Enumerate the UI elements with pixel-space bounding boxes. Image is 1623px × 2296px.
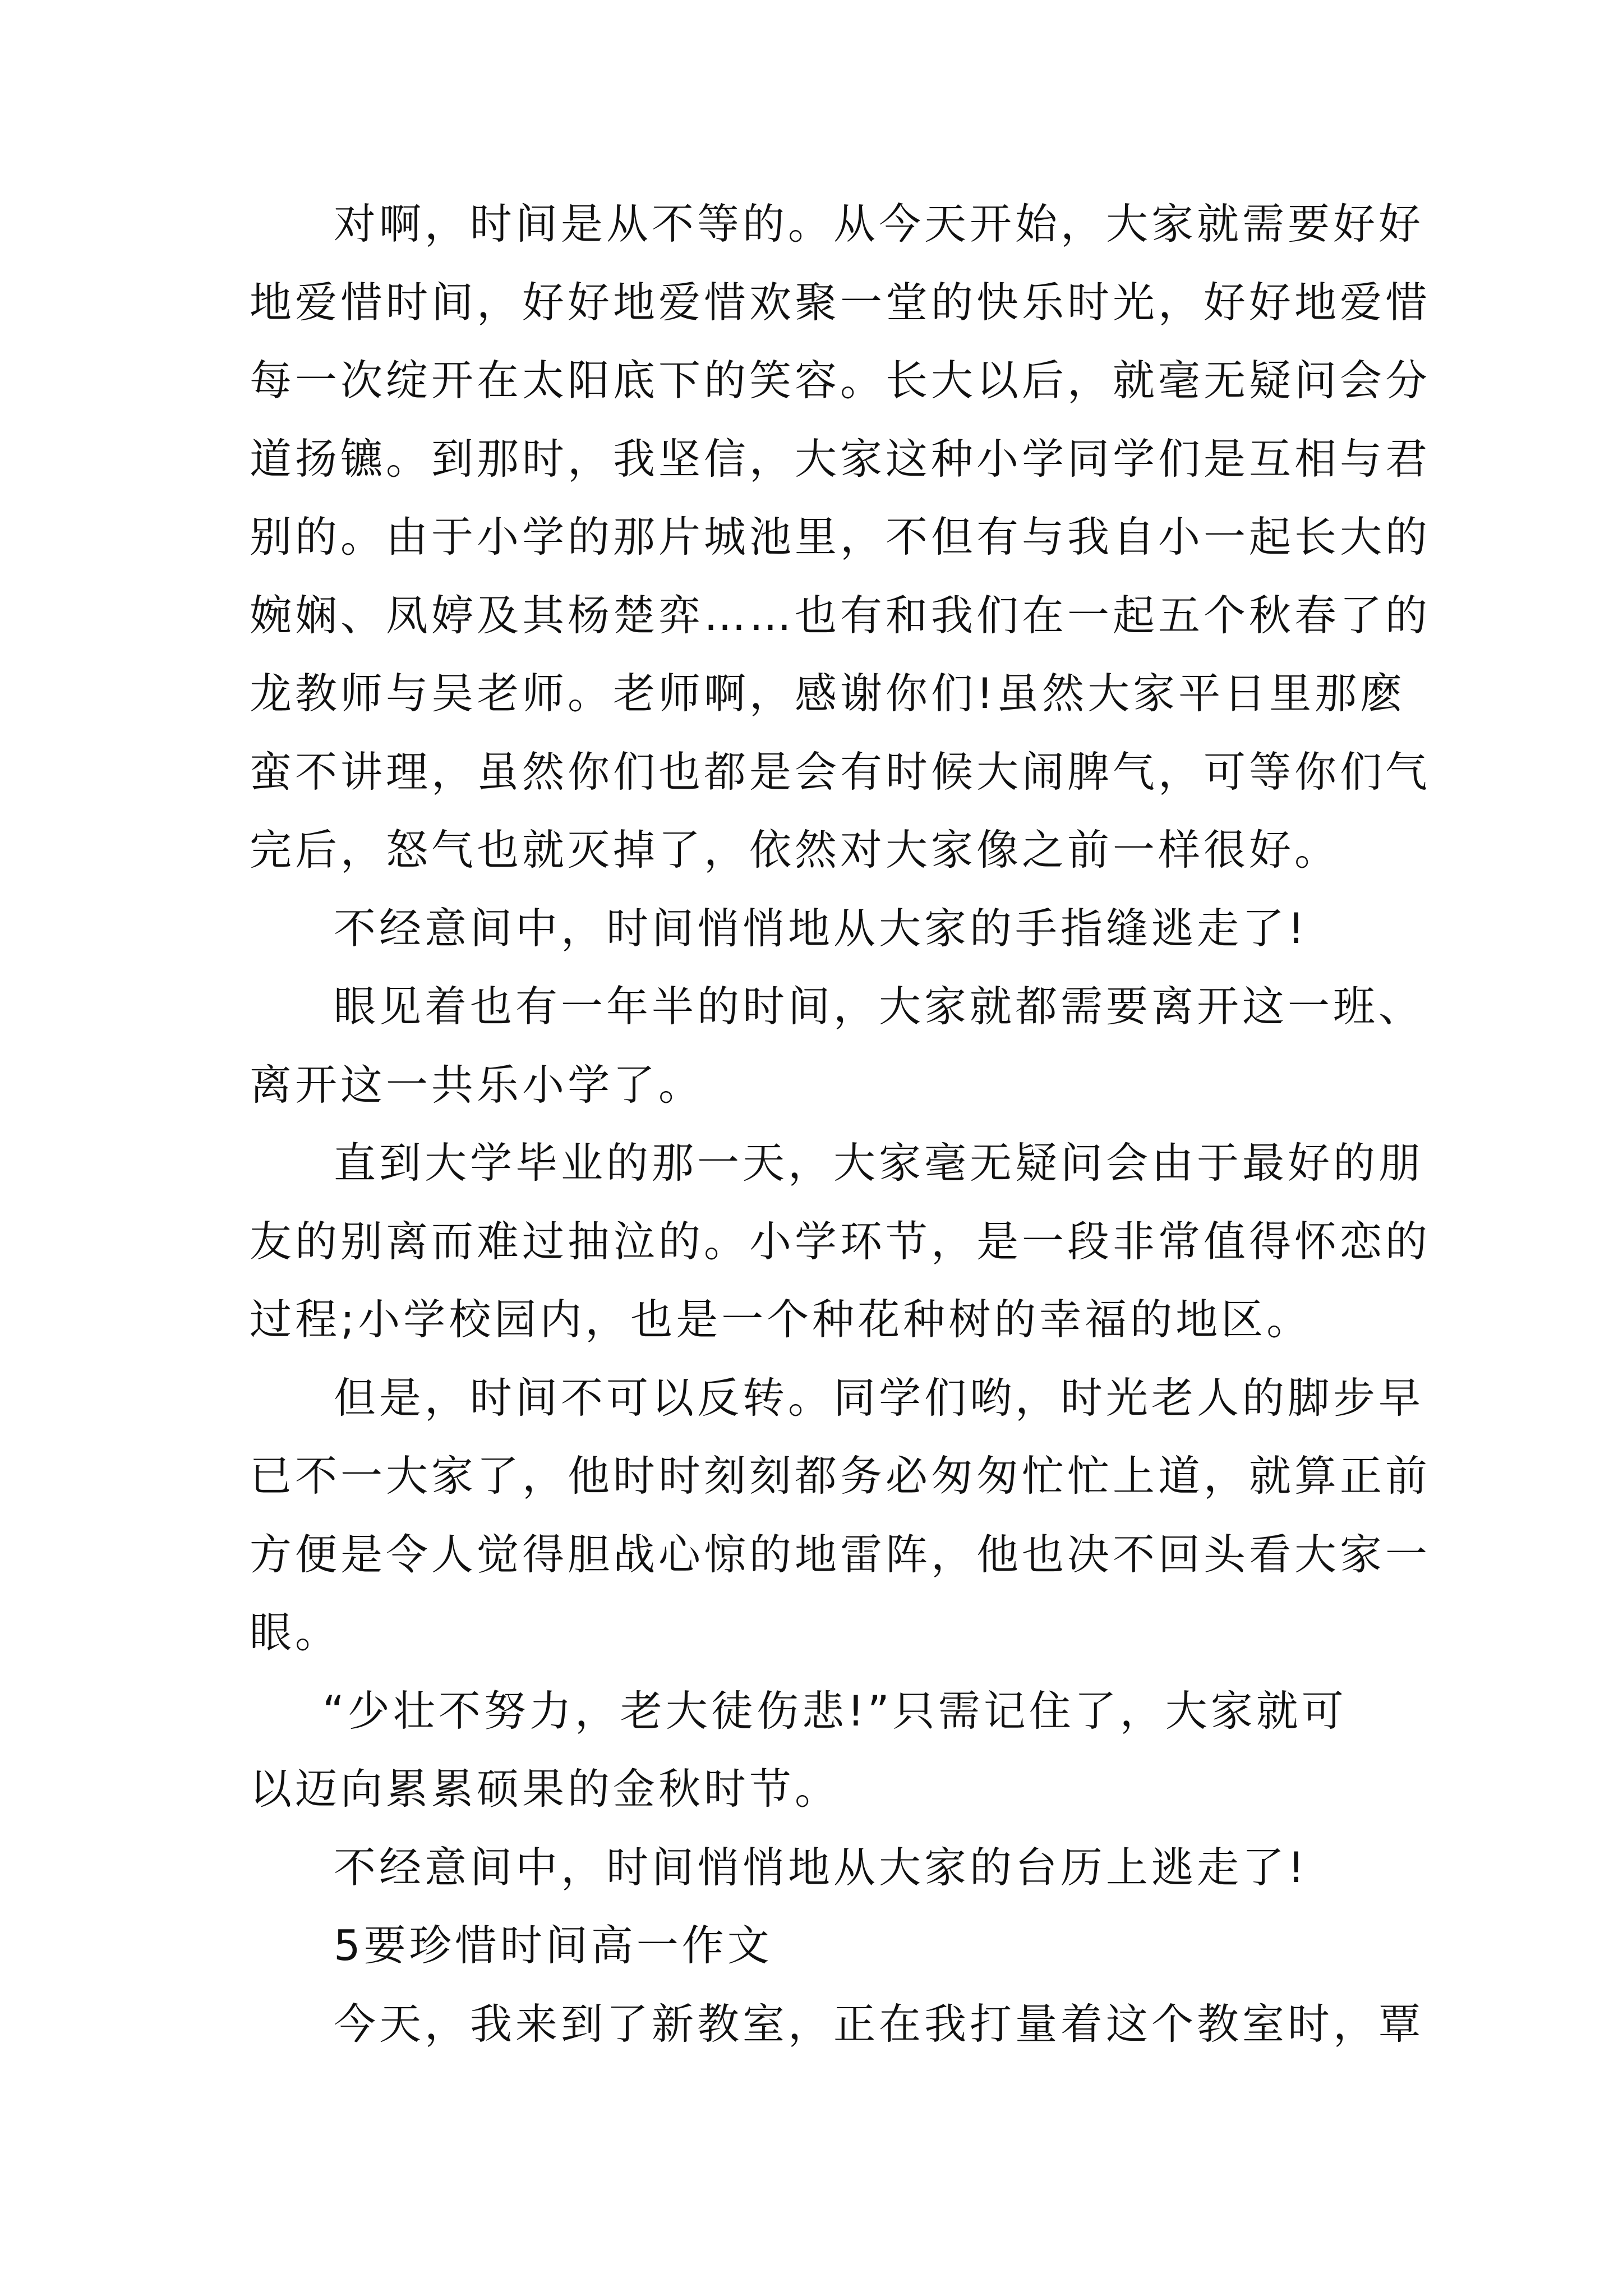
paragraph-line: 今天，我来到了新教室，正在我打量着这个教室时，覃 xyxy=(334,1999,1424,2049)
paragraph-line: 地爱惜时间，好好地爱惜欢聚一堂的快乐时光，好好地爱惜 xyxy=(250,277,1431,327)
paragraph-line: 不经意间中，时间悄悄地从大家的台历上逃走了! xyxy=(334,1842,1308,1892)
paragraph-line: 友的别离而难过抽泣的。小学环节，是一段非常值得怀恋的 xyxy=(250,1216,1431,1266)
paragraph-line: 方便是令人觉得胆战心惊的地雷阵，他也决不回头看大家一 xyxy=(250,1529,1431,1579)
paragraph-line: 龙教师与吴老师。老师啊，感谢你们!虽然大家平日里那麽 xyxy=(250,669,1406,718)
paragraph-line: 但是，时间不可以反转。同学们哟，时光老人的脚步早 xyxy=(334,1373,1424,1423)
paragraph-line: “少壮不努力，老大徒伤悲!”只需记住了，大家就可 xyxy=(322,1686,1347,1736)
paragraph-line: 直到大学毕业的那一天，大家毫无疑问会由于最好的朋 xyxy=(334,1138,1424,1188)
paragraph-line: 完后，怒气也就灭掉了，依然对大家像之前一样很好。 xyxy=(250,825,1340,875)
body-text xyxy=(250,185,1431,2063)
section-heading: 5要珍惜时间高一作文 xyxy=(334,1921,773,1970)
paragraph-line: 婉娴、凤婷及其杨楚弈……也有和我们在一起五个秋春了的 xyxy=(250,590,1431,640)
paragraph-line: 道扬镳。到那时，我坚信，大家这种小学同学们是互相与君 xyxy=(250,434,1431,484)
paragraph-line: 眼。 xyxy=(250,1608,341,1657)
paragraph-line: 别的。由于小学的那片城池里，不但有与我自小一起长大的 xyxy=(250,512,1431,562)
paragraph-line: 对啊，时间是从不等的。从今天开始，大家就需要好好 xyxy=(334,199,1424,249)
paragraph-line: 已不一大家了，他时时刻刻都务必匆匆忙忙上道，就算正前 xyxy=(250,1451,1431,1501)
paragraph-line: 每一次绽开在太阳底下的笑容。长大以后，就毫无疑问会分 xyxy=(250,356,1431,405)
paragraph-line: 离开这一共乐小学了。 xyxy=(250,1060,704,1110)
paragraph-line: 过程;小学校园内，也是一个种花种树的幸福的地区。 xyxy=(250,1295,1312,1344)
paragraph-line: 蛮不讲理，虽然你们也都是会有时候大闹脾气，可等你们气 xyxy=(250,747,1431,797)
paragraph-line: 眼见着也有一年半的时间，大家就都需要离开这一班、 xyxy=(334,982,1424,1031)
paragraph-line: 不经意间中，时间悄悄地从大家的手指缝逃走了! xyxy=(334,903,1308,953)
paragraph-line: 以迈向累累硕果的金秋时节。 xyxy=(250,1764,841,1814)
